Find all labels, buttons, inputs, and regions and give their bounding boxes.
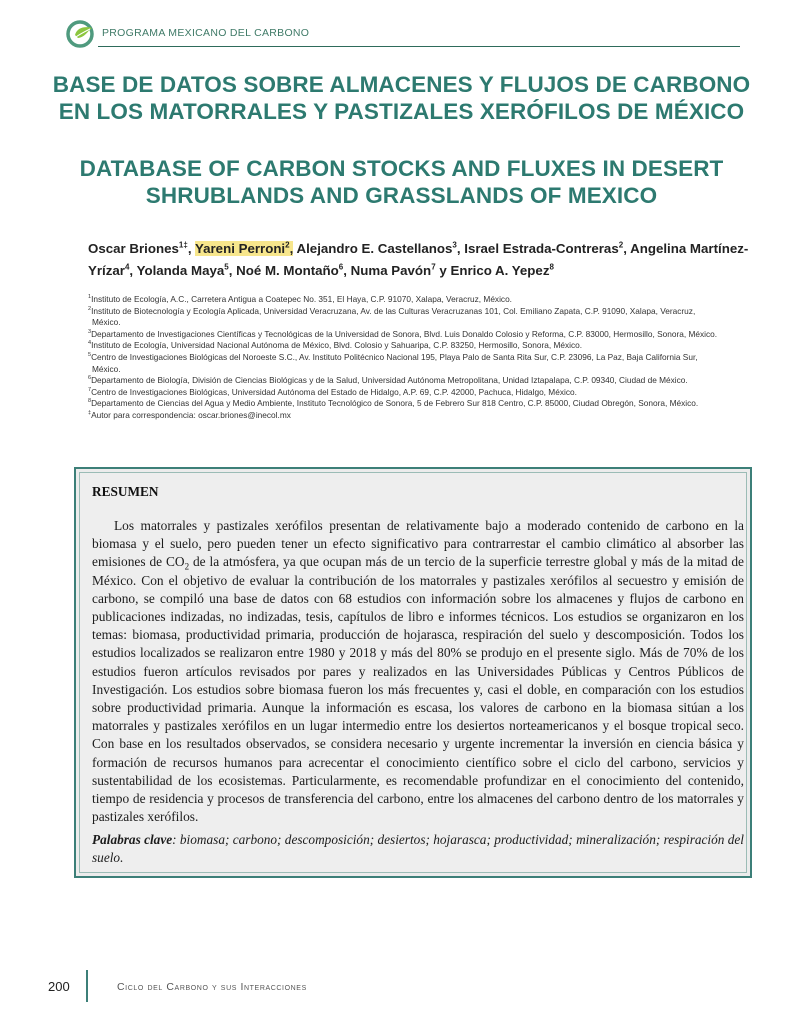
abstract-heading: RESUMEN bbox=[92, 484, 159, 499]
author: Noé M. Montaño bbox=[236, 263, 339, 278]
affiliation: $^2$Instituto de Biotecnología y Ecología Aplicada, Universidad Veracruzana, Av. de las Culturas Veracruzanas 101, Col. Emiliano Zapata, C.P. 91090, Xalapa, Veracruz, bbox=[88, 305, 696, 316]
author-line-1: Oscar Briones$^{1\ddagger}$, Yareni Perroni$^2$, Alejandro E. Castellanos$^3$, Israel Estrada-Contreras$^2$, Angelina Martínez- bbox=[88, 240, 749, 256]
corresponding-author: ‡Autor para correspondencia: oscar.briones@inecol.mx bbox=[88, 409, 291, 420]
author-affiliation-marker: 4 bbox=[124, 262, 130, 272]
footer-rule bbox=[86, 970, 88, 1002]
author-list bbox=[88, 238, 749, 282]
author: Alejandro E. Castellanos bbox=[296, 241, 453, 256]
running-header bbox=[66, 18, 740, 48]
keywords bbox=[92, 831, 744, 867]
pmc-leaf-logo-icon bbox=[66, 20, 96, 48]
title-es-line-1: BASE DE DATOS SOBRE ALMACENES Y FLUJOS DE CARBONO bbox=[52, 72, 751, 97]
author: Yrízar bbox=[88, 263, 125, 278]
keywords-label: Palabras clave bbox=[92, 832, 173, 847]
author-affiliation-marker: 8 bbox=[549, 262, 554, 272]
author-affiliation-marker: 1‡ bbox=[178, 240, 188, 250]
affiliation-continuation: México. bbox=[92, 317, 121, 328]
book-title: Ciclo del Carbono y sus Interacciones bbox=[117, 981, 307, 993]
title-es-line-2: EN LOS MATORRALES Y PASTIZALES XERÓFILOS DE MÉXICO bbox=[58, 99, 745, 124]
author: Numa Pavón bbox=[350, 263, 432, 278]
author: Yareni Perroni bbox=[194, 241, 286, 256]
abstract-inner bbox=[79, 472, 747, 873]
page-number: 200 bbox=[48, 979, 70, 994]
author: Yolanda Maya bbox=[136, 263, 225, 278]
title-spanish bbox=[0, 71, 803, 125]
affiliation: $^3$Departamento de Investigaciones Científicas y Tecnológicas de la Universidad de Sonora, Blvd. Luis Donaldo Colosio y Reforma, C.P. 83000, Hermosillo, Sonora, México. bbox=[88, 328, 718, 339]
author-affiliation-marker: 5 bbox=[224, 262, 229, 272]
affiliation: $^7$Centro de Investigaciones Biológicas, Universidad Autónoma del Estado de Hidalgo, A.P. 69, C.P. 42000, Pachuca, Hidalgo, México. bbox=[88, 386, 577, 397]
author: Israel Estrada-Contreras bbox=[464, 241, 619, 256]
program-name: PROGRAMA MEXICANO DEL CARBONO bbox=[102, 27, 310, 39]
affiliation: $^4$Instituto de Ecología, Universidad Nacional Autónoma de México, Blvd. Colosio y Sahuaripa, C.P. 83250, Hermosillo, Sonora, México. bbox=[88, 340, 583, 351]
author: Angelina Martínez- bbox=[630, 241, 749, 256]
affiliation: $^5$Centro de Investigaciones Biológicas del Noroeste S.C., Av. Instituto Politécnico Nacional 195, Playa Palo de Santa Rita Sur, C.P. 23096, La Paz, Baja California Sur, bbox=[88, 351, 698, 362]
affiliation: $^8$Departamento de Ciencias del Agua y Medio Ambiente, Instituto Tecnológico de Sonora, 5 de Febrero Sur 818 Centro, C.P. 85000, Ciudad Obregón, Sonora, México. bbox=[88, 398, 699, 409]
title-english bbox=[0, 155, 803, 209]
author-affiliation-marker: 3 bbox=[452, 240, 457, 250]
author-line-2: Yrízar$^4$, Yolanda Maya$^5$, Noé M. Montaño$^6$, Numa Pavón$^7$ y Enrico A. Yepez$^8$ bbox=[88, 262, 554, 278]
author-affiliation-marker: 6 bbox=[338, 262, 344, 272]
affiliation-continuation: México. bbox=[92, 363, 121, 374]
author-affiliation-marker: 2 bbox=[618, 240, 624, 250]
author-connector: y bbox=[439, 263, 447, 278]
author-highlighted: Yareni Perroni$^2$, bbox=[194, 240, 294, 256]
author-affiliation-marker: 2 bbox=[285, 240, 290, 250]
header-rule bbox=[98, 46, 740, 47]
author-affiliation-marker: 7 bbox=[431, 262, 436, 272]
affiliation-list bbox=[88, 294, 748, 422]
author: Enrico A. Yepez bbox=[450, 263, 550, 278]
author: Oscar Briones bbox=[88, 241, 179, 256]
abstract-box bbox=[74, 467, 752, 878]
keywords-text: : biomasa; carbono; descomposición; desiertos; hojarasca; productividad; mineralización; respiración del suelo. bbox=[92, 832, 744, 866]
abstract-body: Los matorrales y pastizales xerófilos presentan de relativamente bajo a moderado contenido de carbono en la biomasa y el suelo, pero pueden tener un efecto significativo para contrarrestar el cambio climático al absorber las emisiones de $CO_2$ de la atmósfera, ya que ocupan más de un tercio de la superficie terrestre global y más de la mitad de México. Con el objetivo de evaluar la contribución de los matorrales y pastizales xerófilos al secuestro y emisión de carbono, se compiló una base de datos con 68 estudios con información sobre los almacenes y flujos de carbono en publicaciones indizadas, no indizadas, tesis, capítulos de libro e informes técnicos. Los estudios se organizaron en los temas: biomasa, productividad primaria, producción de hojarasca, respiración del suelo y descomposición. Todos los estudios localizados se realizaron entre 1980 y 2018 y más del 80% se produjo en el presente siglo. Más de 70% de los estudios fueron artículos revisados por pares y realizados en las Universidades Públicas y Centros Públicos de Investigación. Los estudios sobre biomasa fueron los más frecuentes y, casi el doble, en comparación con los estudios sobre productividad primaria. Aunque la información es escasa, los valores de carbono en la biomasa sitúan a los matorrales y pastizales xerófilos en un lugar intermedio entre los desiertos norteamericanos y el bosque tropical seco. Con base en los resultados observados, se considera necesario y urgente incrementar la inversión en ciencia básica y formación de recursos humanos para acrecentar el conocimiento científico sobre el ciclo del carbono, servicios y sustentabilidad de los ecosistemas. Particularmente, es recomendable profundizar en el conocimiento del contenido, tiempo de residencia y procesos de transferencia del carbono, entre los almacenes del carbono dentro de los matorrales y pastizales xerófilos. bbox=[92, 518, 744, 825]
affiliation: $^6$Departamento de Biología, División de Ciencias Biológicas y de la Salud, Universidad Autónoma Metropolitana, Unidad Iztapalapa, C.P. 09340, Ciudad de México. bbox=[88, 375, 688, 386]
affiliation: $^1$Instituto de Ecología, A.C., Carretera Antigua a Coatepec No. 351, El Haya, C.P. 91070, Xalapa, Veracruz, México. bbox=[88, 294, 512, 304]
title-en-line-2: SHRUBLANDS AND GRASSLANDS OF MEXICO bbox=[145, 183, 658, 208]
title-en-line-1: DATABASE OF CARBON STOCKS AND FLUXES IN DESERT bbox=[79, 156, 724, 181]
